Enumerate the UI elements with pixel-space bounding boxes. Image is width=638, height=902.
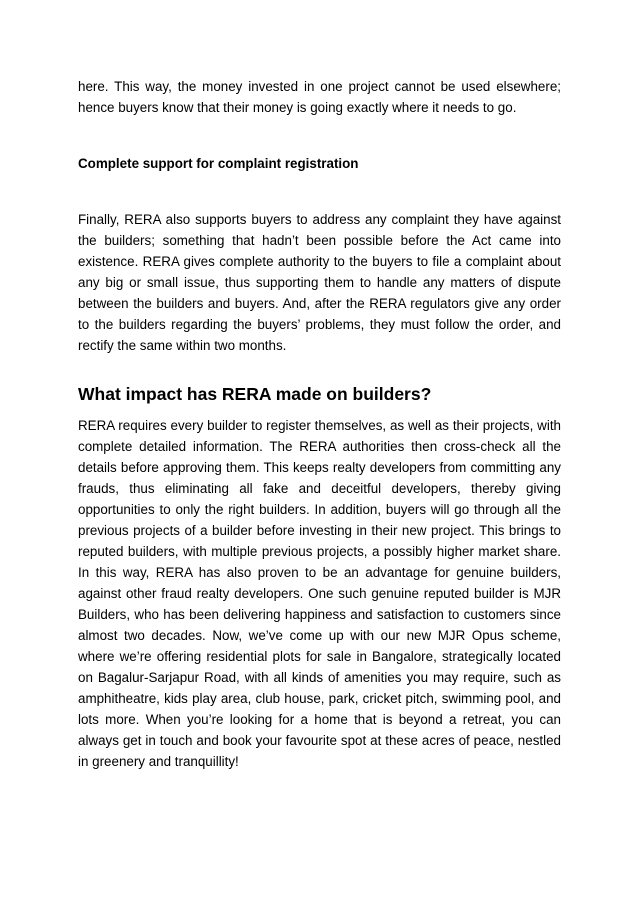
impact-paragraph: RERA requires every builder to register themselves, as well as their projects, with complete detailed information. The RERA authorities then cross-check all the details before approving them. This keeps realty developers from committing any frauds, thus eliminating all fake and deceitful developers, thereby giving opportunities to only the right builders. In addition, buyers will go through all the previous projects of a builder before investing in their new project. This brings to reputed builders, with multiple previous projects, a possibly higher market share. In this way, RERA has also proven to be an advantage for genuine builders, against other fraud realty developers. One such genuine reputed builder is MJR Builders, who has been delivering happiness and satisfaction to customers since almost two decades. Now, we’ve come up with our new MJR Opus scheme, where we’re offering residential plots for sale in Bangalore, strategically located on Bagalur-Sarjapur Road, with all kinds of amenities you may require, such as amphitheatre, kids play area, club house, park, cricket pitch, swimming pool, and lots more. When you’re looking for a home that is beyond a retreat, you can always get in touch and book your favourite spot at these acres of peace, nestled in greenery and tranquillity! <box>78 418 561 769</box>
impact-heading: What impact has RERA made on builders? <box>78 384 432 404</box>
complaint-paragraph: Finally, RERA also supports buyers to address any complaint they have against the builders; something that hadn’t been possible before the Act came into existence. RERA gives complete authority to the buyers to file a complaint about any big or small issue, thus supporting them to handle any matters of dispute between the builders and buyers. And, after the RERA regulators give any order to the builders regarding the buyers’ problems, they must follow the order, and rectify the same within two months. <box>78 212 561 353</box>
complaint-heading: Complete support for complaint registration <box>78 156 359 171</box>
intro-paragraph: here. This way, the money invested in one project cannot be used elsewhere; hence buyers know that their money is going exactly where it needs to go. <box>78 79 561 115</box>
